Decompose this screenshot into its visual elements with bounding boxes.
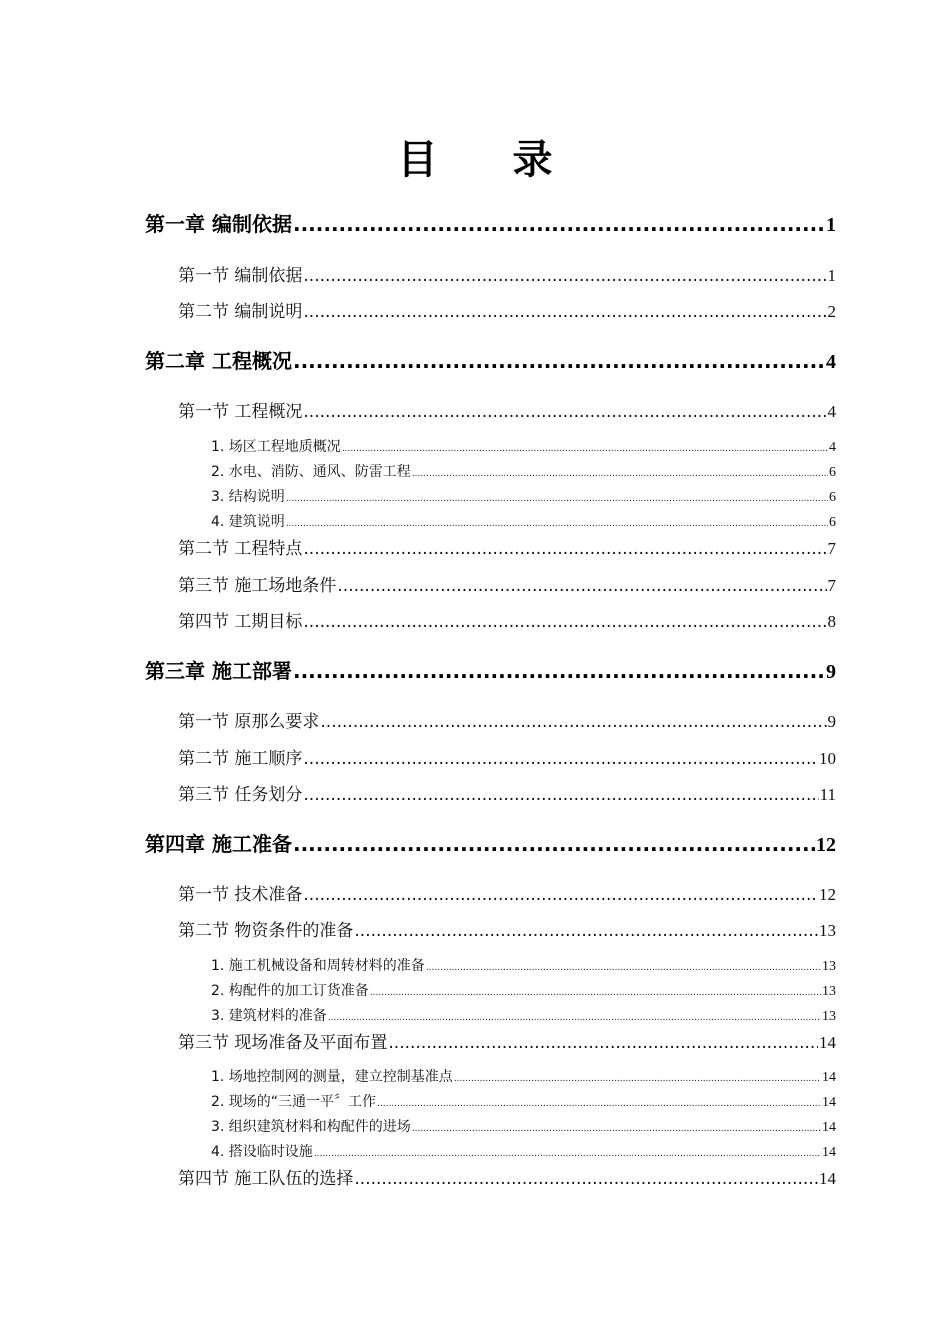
toc-label: 第一节 技术准备: [178, 885, 303, 905]
toc-label: 1. 场地控制网的测量，建立控制基准点: [211, 1069, 453, 1085]
dot-leader: [293, 212, 825, 236]
toc-section[interactable]: [178, 780, 836, 805]
toc-page-number: 14: [822, 1070, 836, 1085]
toc-page-number: 14: [819, 1169, 836, 1188]
toc-page-number: 7: [827, 539, 836, 558]
toc-page-number: 2: [827, 302, 836, 321]
toc-label: 2. 现场的“三通一平〞工作: [211, 1094, 377, 1110]
dot-leader: [303, 539, 826, 559]
toc-label: 1. 施工机械设备和周转材料的准备: [211, 958, 425, 974]
toc-page-number: 7: [827, 576, 836, 595]
toc-section[interactable]: [178, 1028, 836, 1053]
dot-leader: [354, 921, 818, 941]
toc-label: 3. 建筑材料的准备: [211, 1008, 327, 1024]
toc-label: 第三节 任务划分: [178, 785, 303, 805]
toc-subitem[interactable]: [211, 461, 836, 481]
toc-section[interactable]: [178, 880, 836, 905]
dot-leader: [342, 444, 828, 454]
dot-leader: [354, 1169, 818, 1189]
toc-section[interactable]: [178, 1164, 836, 1189]
toc-subitem[interactable]: [211, 980, 836, 1000]
toc-page-number: 4: [829, 440, 836, 455]
dot-leader: [377, 1099, 821, 1109]
toc-subitem[interactable]: [211, 955, 836, 975]
toc-section[interactable]: [178, 707, 836, 732]
toc-label: 第二节 工程特点: [178, 539, 303, 559]
dot-leader: [303, 302, 826, 322]
toc-label: 第三节 施工场地条件: [178, 576, 337, 596]
toc-label: 第一章 编制依据: [145, 212, 292, 236]
toc-label: 1. 场区工程地质概况: [211, 439, 341, 455]
toc-page-number: 13: [822, 1009, 836, 1024]
toc-label: 3. 结构说明: [211, 489, 285, 505]
toc-page-number: 14: [822, 1145, 836, 1160]
toc-label: 第四章 施工准备: [145, 832, 292, 856]
toc-label: 2. 构配件的加工订货准备: [211, 983, 369, 999]
dot-leader: [303, 749, 818, 769]
dot-leader: [412, 1124, 821, 1134]
toc-chapter[interactable]: [145, 828, 836, 857]
toc-page-number: 8: [827, 612, 836, 631]
toc-label: 第三节 现场准备及平面布置: [178, 1033, 388, 1053]
dot-leader: [303, 266, 826, 286]
dot-leader: [303, 612, 826, 632]
toc-label: 4. 搭设临时设施: [211, 1144, 313, 1160]
toc-label: 4. 建筑说明: [211, 514, 285, 530]
toc-label: 第二节 编制说明: [178, 302, 303, 322]
toc-page-number: 11: [819, 785, 836, 804]
toc-section[interactable]: [178, 397, 836, 422]
toc-page-number: 13: [822, 984, 836, 999]
toc-chapter[interactable]: [145, 208, 836, 237]
toc-subitem[interactable]: [211, 1005, 836, 1025]
toc-label: 第二节 施工顺序: [178, 749, 303, 769]
toc-section[interactable]: [178, 744, 836, 769]
page-title: [0, 128, 950, 185]
toc-section[interactable]: [178, 297, 836, 322]
toc-page-number: 1: [826, 214, 836, 236]
title-char-1: 目: [397, 137, 438, 183]
dot-leader: [293, 832, 815, 856]
toc-page-number: 10: [819, 749, 836, 768]
toc-label: 第二节 物资条件的准备: [178, 921, 354, 941]
dot-leader: [303, 885, 818, 905]
toc-page-number: 14: [822, 1095, 836, 1110]
toc-page-number: 6: [829, 515, 836, 530]
toc-subitem[interactable]: [211, 1116, 836, 1136]
dot-leader: [320, 712, 826, 732]
toc-page-number: 6: [829, 465, 836, 480]
toc-chapter[interactable]: [145, 655, 836, 684]
dot-leader: [286, 519, 828, 529]
dot-leader: [454, 1074, 821, 1084]
toc-section[interactable]: [178, 607, 836, 632]
toc-label: 第三章 施工部署: [145, 659, 292, 683]
toc-section[interactable]: [178, 571, 836, 596]
toc-section[interactable]: [178, 261, 836, 286]
dot-leader: [303, 402, 826, 422]
toc-label: 2. 水电、消防、通风、防雷工程: [211, 464, 411, 480]
dot-leader: [286, 494, 828, 504]
dot-leader: [293, 349, 825, 373]
toc-page-number: 4: [826, 351, 836, 373]
toc-page-number: 12: [816, 834, 836, 856]
toc-page-number: 13: [822, 959, 836, 974]
dot-leader: [337, 576, 826, 596]
toc-page-number: 9: [827, 712, 836, 731]
toc-subitem[interactable]: [211, 486, 836, 506]
toc-chapter[interactable]: [145, 345, 836, 374]
toc-subitem[interactable]: [211, 1091, 836, 1111]
toc-subitem[interactable]: [211, 1066, 836, 1086]
toc-label: 第四节 工期目标: [178, 612, 303, 632]
dot-leader: [412, 469, 828, 479]
dot-leader: [293, 659, 825, 683]
dot-leader: [388, 1033, 818, 1053]
toc-label: 第一节 原那么要求: [178, 712, 320, 732]
toc-label: 第四节 施工队伍的选择: [178, 1169, 354, 1189]
toc-page-number: 12: [819, 885, 836, 904]
toc-subitem[interactable]: [211, 436, 836, 456]
toc-section[interactable]: [178, 534, 836, 559]
toc-page-number: 1: [827, 266, 836, 285]
title-char-2: 录: [512, 137, 553, 183]
toc-page-number: 14: [819, 1033, 836, 1052]
toc-page-number: 4: [827, 402, 836, 421]
toc-label: 第一节 工程概况: [178, 402, 303, 422]
toc-label: 3. 组织建筑材料和构配件的进场: [211, 1119, 411, 1135]
toc-subitem[interactable]: [211, 511, 836, 531]
dot-leader: [303, 785, 818, 805]
dot-leader: [370, 988, 821, 998]
toc-section[interactable]: [178, 916, 836, 941]
toc-label: 第一节 编制依据: [178, 266, 303, 286]
dot-leader: [328, 1013, 821, 1023]
toc-label: 第二章 工程概况: [145, 349, 292, 373]
toc-page-number: 9: [826, 661, 836, 683]
toc-page-number: 6: [829, 490, 836, 505]
toc-page-number: 14: [822, 1120, 836, 1135]
toc-page-number: 13: [819, 921, 836, 940]
dot-leader: [426, 963, 821, 973]
toc-subitem[interactable]: [211, 1141, 836, 1161]
dot-leader: [314, 1149, 821, 1159]
